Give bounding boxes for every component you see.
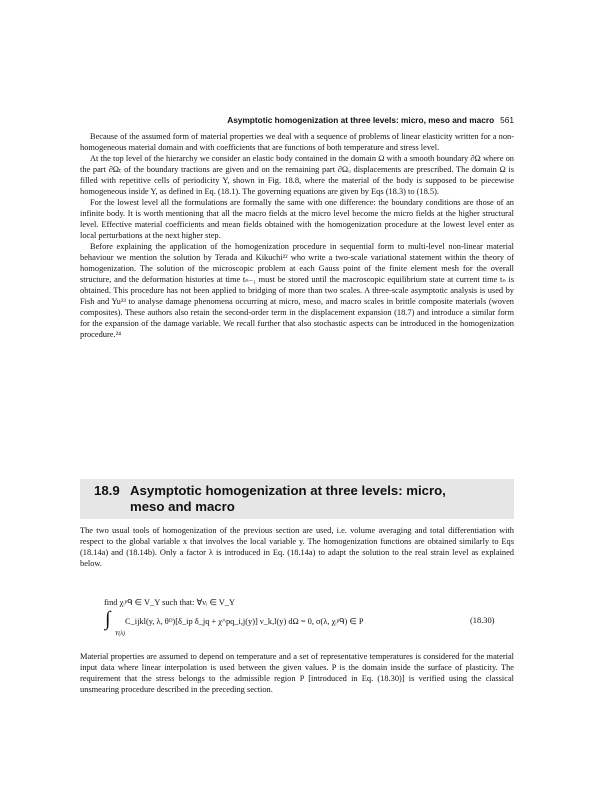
section-heading	[94, 483, 494, 515]
running-title: Asymptotic homogenization at three levels: micro, meso and macro	[227, 115, 495, 125]
integral-sign: ∫	[105, 608, 111, 630]
body-text-mid	[80, 525, 514, 569]
section-heading-box	[80, 479, 514, 519]
section-title-line1: Asymptotic homogenization at three levels: micro,	[130, 483, 446, 498]
body-text-top	[80, 131, 514, 340]
paragraph: For the lowest level all the formulations are formally the same with one difference: the boundary conditions are those of an infinite body. It is worth mentioning that all the macro fields at the micro level become the micro fields at the higher structural level. Effective material coefficients and mean fields obtained with the homogenization procedure at the lowest level enter as local perturbations at the next higher step.	[80, 198, 514, 240]
section-title-line2: meso and macro	[130, 499, 235, 514]
body-text-bottom	[80, 651, 514, 695]
page-number: 561	[500, 115, 514, 125]
paragraph: The two usual tools of homogenization of the previous section are used, i.e. volume averaging and total differentiation with respect to the global variable x that involves the local variable y. The homogenization functions are obtained similarly to Eqs (18.14a) and (18.14b). Only a factor λ is introduced in Eq. (18.14a) to adapt the solution to the real strain level as explained below.	[80, 526, 514, 568]
paragraph: Before explaining the application of the homogenization procedure in sequential form to multi-level non-linear material behaviour we mention the solution by Terada and Kikuchi²² who write a two-scale variational statement within the theory of homogenization. The solution of the microscopic problem at each Gauss point of the finite element mesh for the overall structure, and the deformation histories at time tₙ₋₁ must be stored until the macroscopic equilibrium state at current time tₙ is obtained. This procedure has not been applied to bridging of more than two scales. A three-scale asymptotic analysis is used by Fish and Yu²³ to analyse damage phenomena occurring at micro, meso, and macro scales in brittle composite materials (woven composites). These authors also retain the second-order term in the displacement expansion (18.7) and introduce a similar form for the expansion of the damage variable. We recall further that also stochastic aspects can be introduced in the homogenization procedure.²⁴	[80, 242, 514, 339]
section-number: 18.9	[94, 483, 120, 498]
paragraph: At the top level of the hierarchy we consider an elastic body contained in the domain Ω with a smooth boundary ∂Ω where on the part ∂Ωₜ of the boundary tractions are given and on the remaining part ∂Ωᵤ displacements are prescribed. The domain Ω is filled with repetitive cells of periodicity Y, shown in Fig. 18.8, where the material of the body is supposed to be piecewise homogeneous inside Y, as defined in Eq. (18.1). The governing equations are given by Eqs (18.3) to (18.5).	[80, 154, 514, 196]
integral-domain: Y(λ)	[115, 631, 125, 637]
paragraph: Because of the assumed form of material properties we deal with a sequence of problems of linear elasticity written for a non-homogeneous material domain and with coefficients that are functions of both temperature and stress level.	[80, 132, 514, 152]
equation-label: (18.30)	[470, 616, 495, 625]
equation-main	[105, 608, 515, 641]
integrand: C_ijkl(y, λ, θᴰ)[δ_ip δ_jq + χ^pq_i,j(y)] ν_k,l(y) dΩ = 0, σ(λ, χᵢᵖᑫ) ∈ P	[125, 617, 364, 626]
running-head	[80, 115, 514, 125]
equation-find-line: find χᵢᵖᑫ ∈ V_Y such that: ∀νᵢ ∈ V_Y	[104, 598, 236, 607]
paragraph: Material properties are assumed to depend on temperature and a set of representative temperatures is considered for the material input data where linear interpolation is used between the given values. P is the domain inside the surface of plasticity. The requirement that the stress belongs to the admissible region P [introduced in Eq. (18.30)] is verified using the classical unsmearing procedure described in the preceding section.	[80, 652, 514, 694]
